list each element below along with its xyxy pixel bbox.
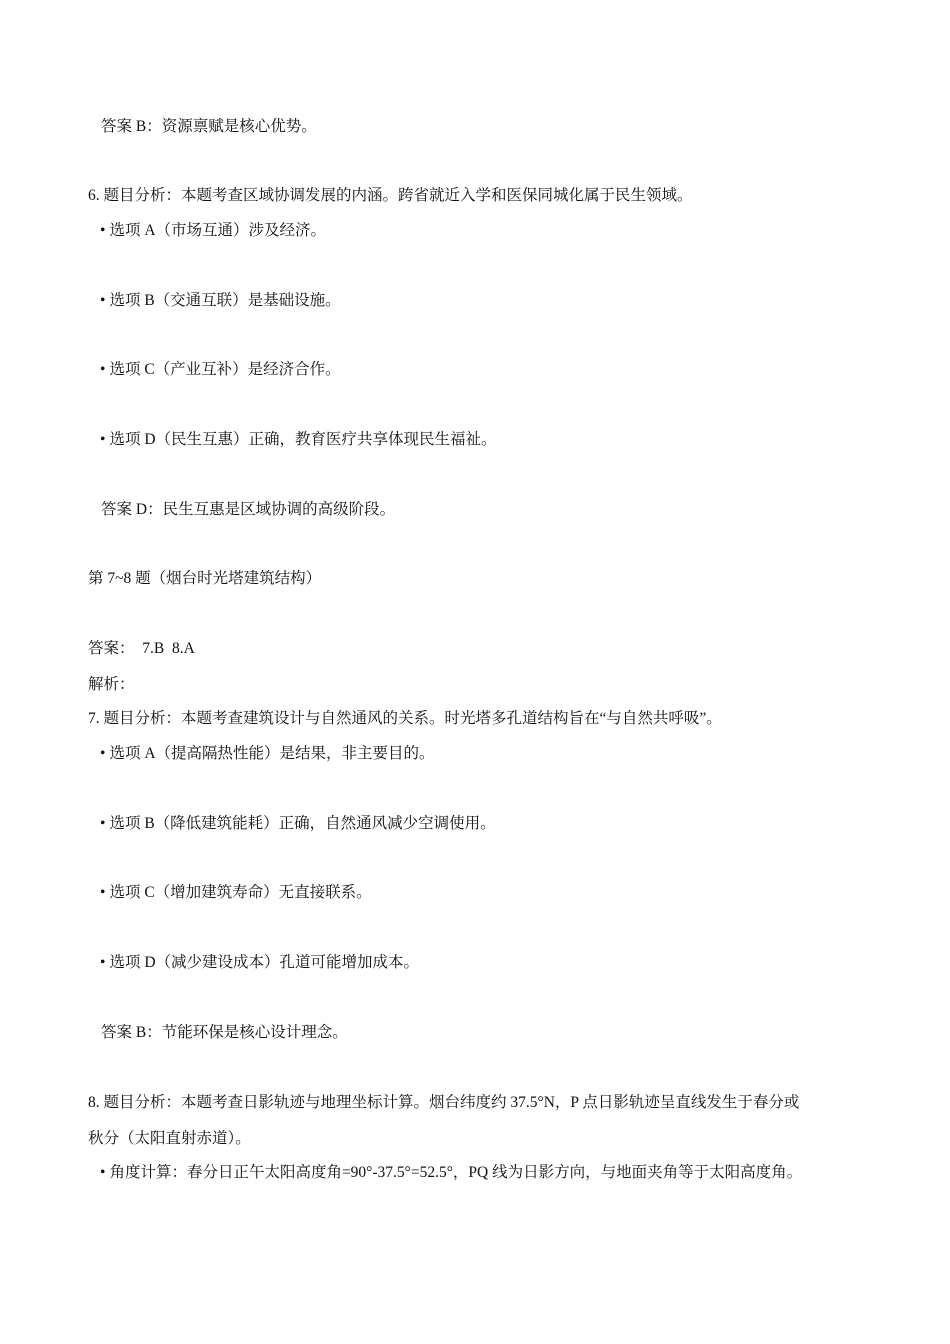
section-7-8-answers: 答案： 7.B 8.A — [88, 640, 195, 657]
q7-analysis: 7. 题目分析：本题考查建筑设计与自然通风的关系。时光塔多孔道结构旨在“与自然共呼吸”。 — [88, 710, 722, 727]
q7-option-b: • 选项 B（降低建筑能耗）正确，自然通风减少空调使用。 — [100, 816, 496, 832]
q7-answer: 答案 B：节能环保是核心设计理念。 — [101, 1024, 348, 1041]
q6-option-a: • 选项 A（市场互通）涉及经济。 — [100, 223, 326, 239]
q8-analysis-line-1: 8. 题目分析：本题考查日影轨迹与地理坐标计算。烟台纬度约 37.5°N，P 点日影轨迹呈直线发生于春分或 — [88, 1094, 800, 1111]
q6-option-d: • 选项 D（民生互惠）正确，教育医疗共享体现民生福祉。 — [100, 432, 497, 448]
q8-analysis-line-2: 秋分（太阳直射赤道）。 — [88, 1130, 251, 1147]
q7-option-c: • 选项 C（增加建筑寿命）无直接联系。 — [100, 885, 372, 901]
answer-5: 答案 B：资源禀赋是核心优势。 — [101, 118, 317, 135]
q6-analysis: 6. 题目分析：本题考查区域协调发展的内涵。跨省就近入学和医保同城化属于民生领域。 — [88, 187, 693, 204]
analysis-label: 解析： — [88, 676, 135, 693]
q6-option-b: • 选项 B（交通互联）是基础设施。 — [100, 293, 341, 309]
q6-answer: 答案 D：民生互惠是区域协调的高级阶段。 — [101, 501, 396, 518]
section-7-8-title: 第 7~8 题（烟台时光塔建筑结构） — [88, 570, 322, 587]
q7-option-a: • 选项 A（提高隔热性能）是结果，非主要目的。 — [100, 746, 435, 762]
q8-angle-calculation: • 角度计算：春分日正午太阳高度角=90°-37.5°=52.5°，PQ 线为日影方向，与地面夹角等于太阳高度角。 — [100, 1165, 802, 1181]
q6-option-c: • 选项 C（产业互补）是经济合作。 — [100, 362, 341, 378]
q7-option-d: • 选项 D（减少建设成本）孔道可能增加成本。 — [100, 955, 419, 971]
